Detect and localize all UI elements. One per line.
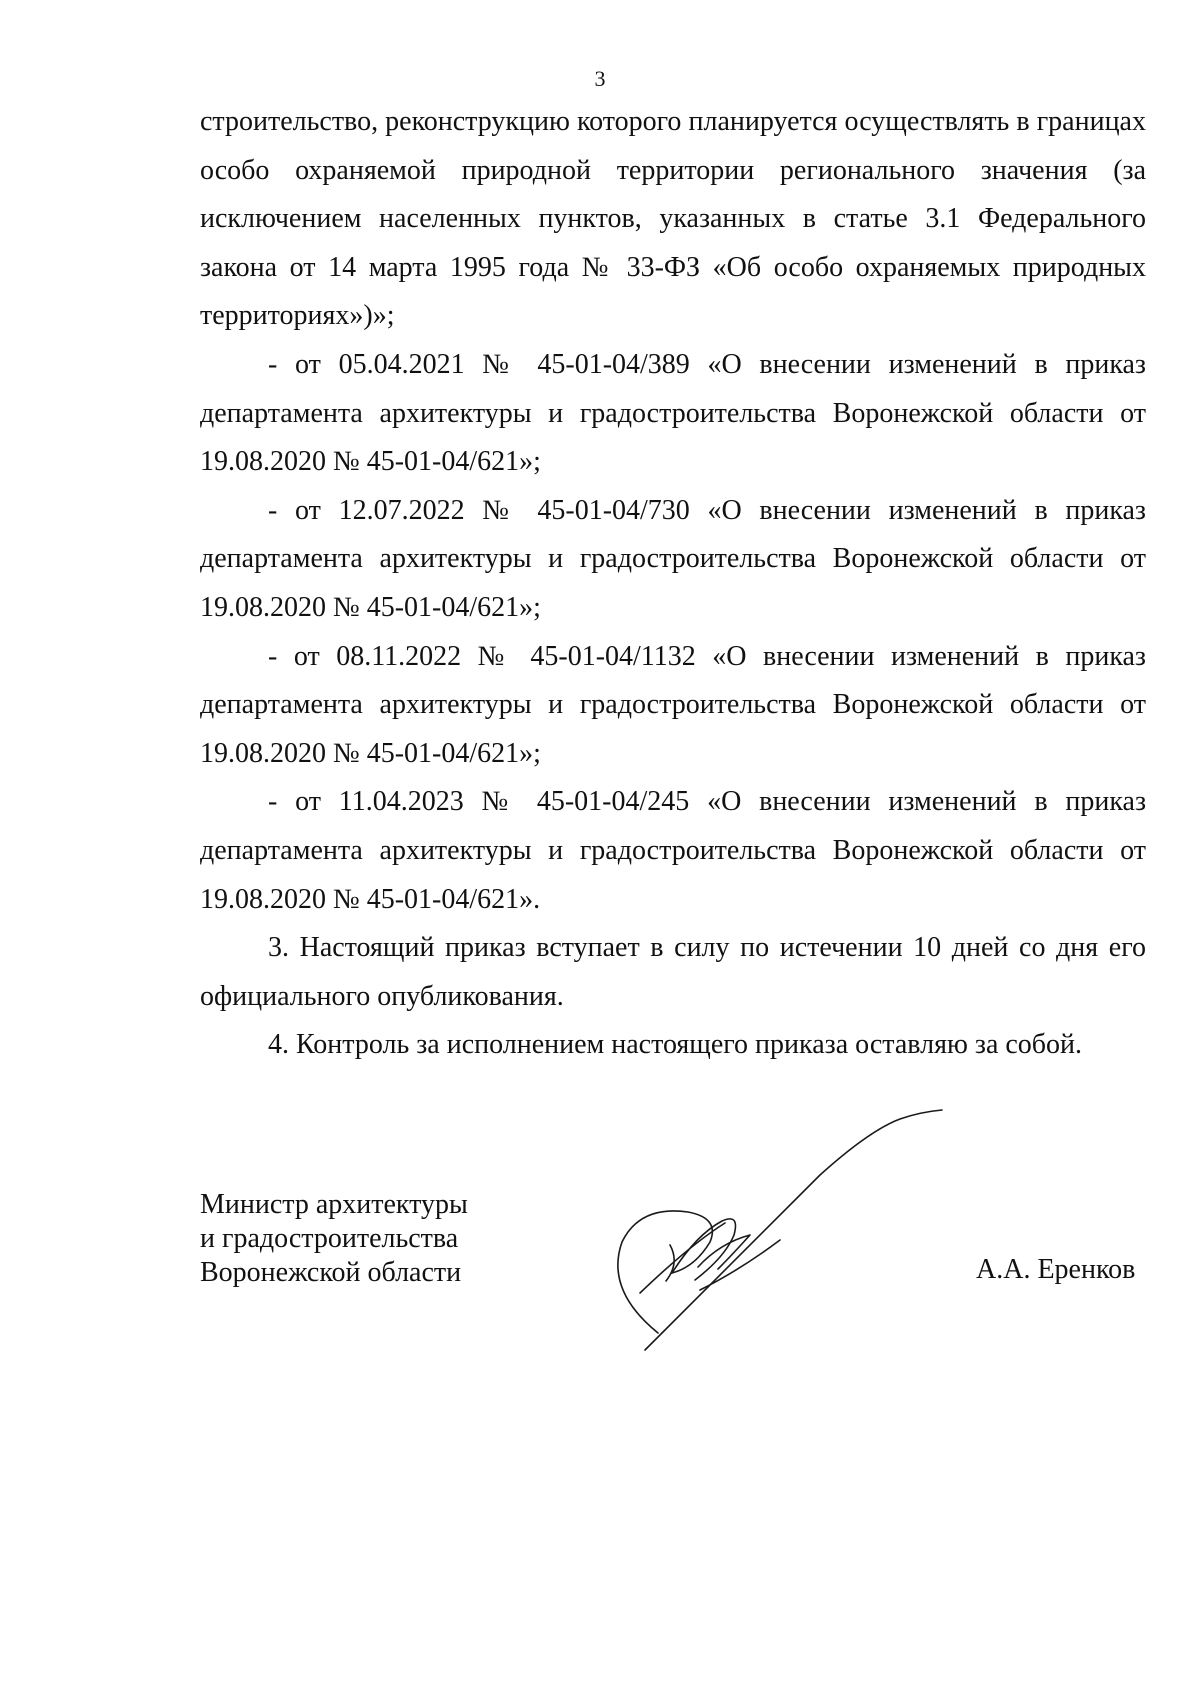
signer-title-line: и градостроительства xyxy=(200,1223,459,1254)
signer-title-line: Министр архитектуры xyxy=(200,1189,468,1220)
paragraph-continuation: строительство, реконструкцию которого планируется осуществлять в границах особо охраняемой природной территории регионального значения (за исключением населенных пунктов, указанных в статье 3.1 Федерального закона от 14 марта 1995 года № 33-ФЗ «Об особо охраняемых природных территориях»)»; xyxy=(200,106,1146,332)
document-body xyxy=(200,98,1146,1070)
signer-name: А.А. Еренков xyxy=(976,1254,1136,1285)
paragraph-list-item: - от 11.04.2023 № 45-01-04/245 «О внесении изменений в приказ департамента архитектуры и градостроительства Воронежской области от 19.08.2020 № 45-01-04/621». xyxy=(200,786,1146,915)
paragraph-list-item: - от 08.11.2022 № 45-01-04/1132 «О внесении изменений в приказ департамента архитектуры и градостроительства Воронежской области от 19.08.2020 № 45-01-04/621»; xyxy=(200,640,1146,769)
handwritten-signature xyxy=(600,1095,980,1355)
paragraph-clause-4: 4. Контроль за исполнением настоящего приказа оставляю за собой. xyxy=(268,1029,1083,1061)
paragraph-list-item: - от 12.07.2022 № 45-01-04/730 «О внесении изменений в приказ департамента архитектуры и градостроительства Воронежской области от 19.08.2020 № 45-01-04/621»; xyxy=(200,494,1146,623)
signer-title-line: Воронежской области xyxy=(200,1257,462,1288)
signer-title xyxy=(200,1188,468,1290)
paragraph-list-item: - от 05.04.2021 № 45-01-04/389 «О внесении изменений в приказ департамента архитектуры и градостроительства Воронежской области от 19.08.2020 № 45-01-04/621»; xyxy=(200,348,1146,478)
page-number: 3 xyxy=(594,66,606,91)
paragraph-clause-3: 3. Настоящий приказ вступает в силу по истечении 10 дней со дня его официального опубликования. xyxy=(200,932,1146,1012)
